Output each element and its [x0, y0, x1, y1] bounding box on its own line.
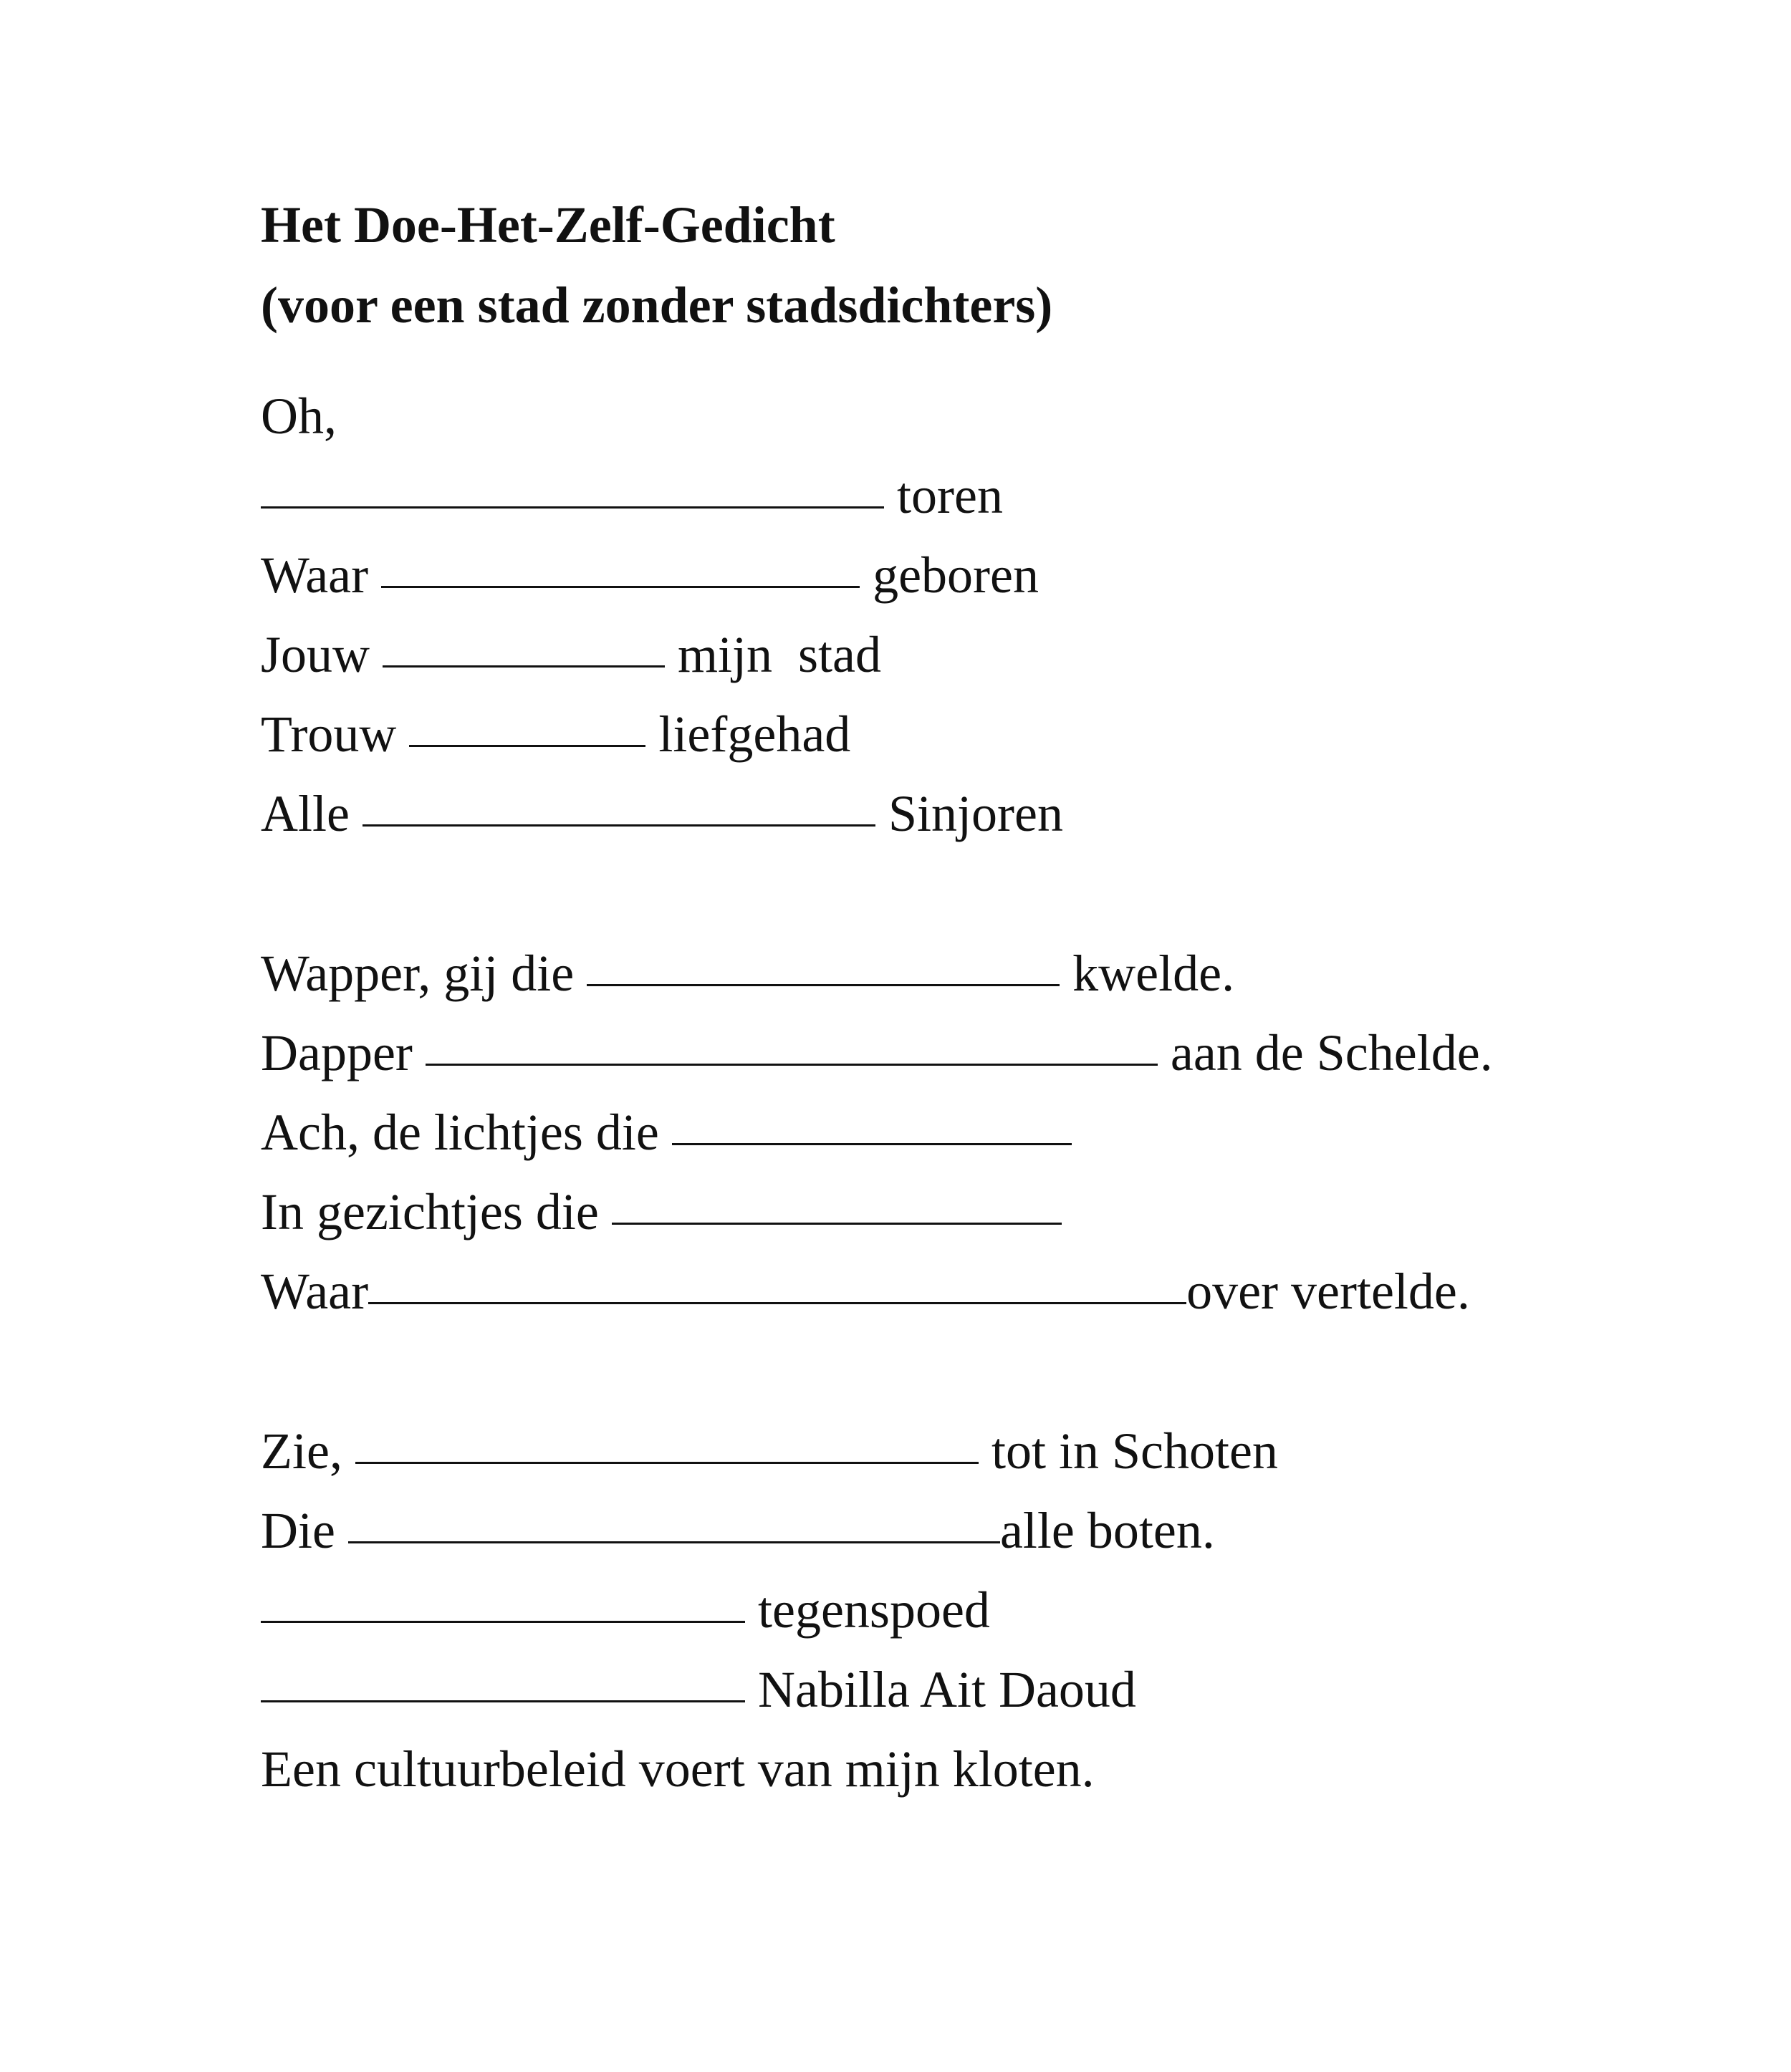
line-text-after: Nabilla Ait Daoud	[758, 1661, 1136, 1718]
line-text-before: Wapper, gij die	[261, 945, 575, 1002]
line-text-after: toren	[897, 467, 1003, 524]
fill-in-blank[interactable]	[261, 1700, 745, 1702]
fill-in-blank[interactable]	[355, 1462, 979, 1464]
poem-line	[261, 1491, 1622, 1571]
fill-in-blank[interactable]	[383, 665, 665, 668]
fill-in-blank[interactable]	[368, 1302, 1186, 1304]
poem-line	[261, 1013, 1622, 1093]
line-text-before: Zie,	[261, 1422, 342, 1480]
poem-line	[261, 774, 1622, 854]
line-text-before: Waar	[261, 546, 369, 604]
fill-in-blank[interactable]	[362, 824, 875, 827]
poem	[261, 185, 1622, 1809]
line-text-after: aan de Schelde.	[1170, 1024, 1493, 1081]
line-text-after: mijn stad	[678, 626, 882, 683]
poem-line	[261, 456, 1622, 536]
poem-line	[261, 1650, 1622, 1730]
fill-in-blank[interactable]	[612, 1223, 1062, 1225]
line-text-after: liefgehad	[658, 705, 851, 763]
poem-line	[261, 695, 1622, 774]
poem-line	[261, 536, 1622, 615]
stanza-2	[261, 934, 1622, 1331]
poem-subtitle: (voor een stad zonder stadsdichters)	[261, 276, 1053, 334]
line-text-before: In gezichtjes die	[261, 1183, 599, 1240]
line-text-before: Dapper	[261, 1024, 413, 1081]
fill-in-blank[interactable]	[426, 1064, 1158, 1066]
poem-line	[261, 934, 1622, 1013]
fill-in-blank[interactable]	[261, 1621, 745, 1623]
fill-in-blank[interactable]	[409, 745, 645, 747]
fill-in-blank[interactable]	[381, 586, 860, 588]
line-text-before: Waar	[261, 1263, 369, 1320]
line-text: Een cultuurbeleid voert van mijn kloten.	[261, 1740, 1095, 1798]
line-text-after: Sinjoren	[888, 785, 1063, 842]
poem-line	[261, 1412, 1622, 1491]
poem-line	[261, 1252, 1622, 1331]
line-text: Oh,	[261, 387, 337, 445]
line-text-after: alle boten.	[999, 1502, 1215, 1559]
poem-header	[261, 185, 1622, 345]
fill-in-blank[interactable]	[672, 1143, 1072, 1145]
line-text-before: Trouw	[261, 705, 397, 763]
poem-line	[261, 1172, 1622, 1252]
stanza-1	[261, 377, 1622, 854]
line-text-before: Alle	[261, 785, 350, 842]
fill-in-blank[interactable]	[261, 506, 884, 509]
poem-line	[261, 1730, 1622, 1809]
line-text-after: geboren	[873, 546, 1039, 604]
poem-line	[261, 377, 1622, 456]
poem-title: Het Doe-Het-Zelf-Gedicht	[261, 196, 835, 254]
line-text-before: Jouw	[261, 626, 370, 683]
line-text-after: kwelde.	[1072, 945, 1235, 1002]
fill-in-blank[interactable]	[587, 984, 1060, 986]
poem-line	[261, 1571, 1622, 1650]
poem-line	[261, 1093, 1622, 1172]
poem-line	[261, 615, 1622, 695]
line-text-after: over vertelde.	[1186, 1263, 1470, 1320]
stanza-3	[261, 1412, 1622, 1809]
line-text-after: tegenspoed	[758, 1581, 990, 1639]
line-text-after: tot in Schoten	[991, 1422, 1278, 1480]
fill-in-blank[interactable]	[348, 1541, 1000, 1543]
line-text-before: Die	[261, 1502, 335, 1559]
line-text-before: Ach, de lichtjes die	[261, 1104, 659, 1161]
